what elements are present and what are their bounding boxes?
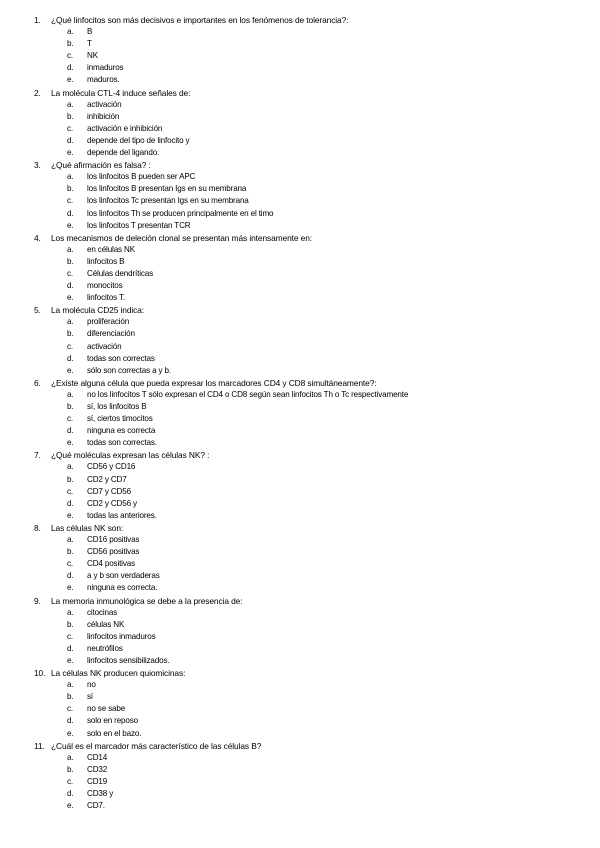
option-letter: d. — [67, 426, 74, 436]
option-text: proliferación — [87, 317, 130, 327]
question — [0, 449, 600, 461]
option-text: Células dendríticas — [87, 268, 153, 278]
option-letter: a. — [67, 27, 74, 37]
answer-option — [0, 26, 600, 38]
option-text: B — [87, 27, 93, 37]
question-number: 11. — [34, 740, 45, 751]
option-text: los linfocitos B presentan Igs en su membrana — [87, 184, 247, 194]
question-number: 10. — [34, 668, 46, 679]
option-text: CD4 positivas — [87, 559, 135, 569]
option-letter: c. — [67, 123, 73, 133]
option-letter: b. — [67, 547, 74, 557]
option-text: sí — [87, 692, 93, 702]
option-letter: b. — [67, 111, 74, 121]
answer-option — [0, 558, 600, 570]
option-letter: e. — [67, 583, 74, 593]
answer-option — [0, 244, 600, 256]
option-letter: a. — [67, 680, 74, 690]
answer-option — [0, 703, 600, 715]
question-text: ¿Cuál es el marcador más característico de las células B? — [51, 740, 262, 751]
question — [0, 304, 600, 316]
question-text: ¿Existe alguna célula que pueda expresar los marcadores CD4 y CD8 simultáneamente?: — [51, 377, 377, 388]
option-letter: d. — [67, 353, 74, 363]
answer-option — [0, 728, 600, 740]
question — [0, 14, 600, 26]
answer-option — [0, 99, 600, 111]
question-number: 1. — [34, 15, 41, 25]
question — [0, 595, 600, 607]
answer-option — [0, 195, 600, 207]
option-letter: e. — [67, 655, 74, 665]
option-text: CD2 y CD7 — [87, 474, 127, 484]
answer-option — [0, 135, 600, 147]
option-text: activación e inhibición — [87, 123, 163, 133]
question-text: ¿Qué afirmación es falsa? : — [51, 160, 151, 171]
option-letter: c. — [67, 196, 73, 206]
answer-option — [0, 691, 600, 703]
answer-option — [0, 353, 600, 365]
answer-option — [0, 111, 600, 123]
question — [0, 159, 600, 171]
answer-option — [0, 401, 600, 413]
question-number: 5. — [34, 305, 41, 316]
option-text: solo en reposo — [87, 716, 138, 726]
option-text: CD7. — [87, 801, 105, 811]
answer-option — [0, 474, 600, 486]
answer-option — [0, 534, 600, 546]
question-text: La células NK producen quiomicinas: — [51, 668, 186, 679]
option-text: linfocitos T. — [87, 293, 125, 303]
option-text: activación — [87, 341, 122, 351]
answer-option — [0, 655, 600, 667]
option-text: linfocitos B — [87, 256, 125, 266]
option-letter: c. — [67, 268, 73, 278]
question-number: 7. — [34, 450, 41, 461]
option-letter: a. — [67, 172, 74, 182]
option-text: CD14 — [87, 752, 108, 762]
option-text: citocinas — [87, 607, 118, 617]
answer-option — [0, 461, 600, 473]
question-text: La molécula CTL-4 induce señales de: — [51, 87, 191, 98]
question-number: 6. — [34, 377, 41, 388]
question — [0, 667, 600, 679]
option-text: ninguna es correcta. — [87, 583, 158, 593]
option-text: a y b son verdaderas — [87, 571, 160, 581]
answer-option — [0, 752, 600, 764]
question-number: 8. — [34, 522, 41, 533]
answer-option — [0, 292, 600, 304]
option-text: NK — [87, 51, 98, 61]
answer-option — [0, 280, 600, 292]
option-text: CD7 y CD56 — [87, 486, 131, 496]
option-text: inmaduros — [87, 63, 124, 73]
option-letter: c. — [67, 559, 73, 569]
question-text: Las células NK son: — [51, 522, 124, 533]
option-text: CD16 positivas — [87, 535, 140, 545]
option-letter: b. — [67, 474, 74, 484]
option-letter: a. — [67, 389, 74, 399]
option-letter: b. — [67, 329, 74, 339]
answer-option — [0, 546, 600, 558]
option-letter: a. — [67, 607, 74, 617]
answer-option — [0, 183, 600, 195]
option-letter: e. — [67, 801, 74, 811]
option-text: diferenciación — [87, 329, 135, 339]
option-letter: a. — [67, 244, 74, 254]
document-page — [0, 14, 600, 812]
option-text: activación — [87, 99, 122, 109]
answer-option — [0, 256, 600, 268]
option-letter: d. — [67, 135, 74, 145]
option-letter: e. — [67, 365, 74, 375]
answer-option — [0, 220, 600, 232]
option-letter: d. — [67, 498, 74, 508]
option-text: ninguna es correcta — [87, 426, 156, 436]
answer-option — [0, 389, 600, 401]
answer-option — [0, 631, 600, 643]
option-letter: c. — [67, 414, 73, 424]
option-text: CD2 y CD56 y — [87, 498, 137, 508]
option-text: neutrófilos — [87, 643, 123, 653]
option-letter: b. — [67, 619, 74, 629]
option-text: no — [87, 680, 96, 690]
question-text: ¿Qué linfocitos son más decisivos e importantes en los fenómenos de tolerancia?: — [51, 15, 349, 25]
answer-option — [0, 171, 600, 183]
option-letter: c. — [67, 341, 73, 351]
answer-option — [0, 74, 600, 86]
option-letter: e. — [67, 438, 74, 448]
option-letter: a. — [67, 462, 74, 472]
question-text: ¿Qué moléculas expresan las células NK? : — [51, 450, 210, 461]
option-letter: d. — [67, 643, 74, 653]
option-text: inhibición — [87, 111, 120, 121]
answer-option — [0, 437, 600, 449]
option-letter: b. — [67, 256, 74, 266]
option-text: los linfocitos B pueden ser APC — [87, 172, 196, 182]
option-letter: e. — [67, 220, 74, 230]
option-letter: d. — [67, 208, 74, 218]
question — [0, 377, 600, 389]
option-text: no se sabe — [87, 704, 126, 714]
option-text: depende del ligando. — [87, 148, 160, 158]
question — [0, 232, 600, 244]
option-text: todas son correctas. — [87, 438, 157, 448]
option-letter: c. — [67, 776, 73, 786]
option-text: linfocitos inmaduros — [87, 631, 156, 641]
option-text: depende del tipo de linfocito y — [87, 135, 190, 145]
option-text: en células NK — [87, 244, 135, 254]
option-letter: e. — [67, 510, 74, 520]
answer-option — [0, 38, 600, 50]
option-text: no los linfocitos T sólo expresan el CD4 o CD8 según sean linfocitos Th o Tc respectivamente — [87, 389, 409, 399]
option-text: CD19 — [87, 776, 108, 786]
option-letter: e. — [67, 293, 74, 303]
answer-option — [0, 425, 600, 437]
option-letter: b. — [67, 39, 74, 49]
option-letter: a. — [67, 752, 74, 762]
answer-option — [0, 679, 600, 691]
answer-option — [0, 764, 600, 776]
option-text: solo en el bazo. — [87, 728, 142, 738]
answer-option — [0, 486, 600, 498]
option-letter: b. — [67, 402, 74, 411]
option-text: sí, los linfocitos B — [87, 402, 147, 411]
option-letter: b. — [67, 692, 74, 702]
option-text: sí, ciertos timocitos — [87, 414, 153, 424]
answer-option — [0, 607, 600, 619]
answer-option — [0, 328, 600, 340]
answer-option — [0, 208, 600, 220]
question-text: La memoria inmunológica se debe a la presencia de: — [51, 595, 243, 606]
option-letter: d. — [67, 281, 74, 291]
answer-option — [0, 510, 600, 522]
answer-option — [0, 341, 600, 353]
answer-option — [0, 643, 600, 655]
option-letter: d. — [67, 63, 74, 73]
option-text: linfocitos sensibilizados. — [87, 655, 170, 665]
option-text: CD56 y CD16 — [87, 462, 136, 472]
answer-option — [0, 788, 600, 800]
answer-option — [0, 268, 600, 280]
option-letter: c. — [67, 631, 73, 641]
option-text: células NK — [87, 619, 125, 629]
option-letter: a. — [67, 99, 74, 109]
option-letter: e. — [67, 148, 74, 158]
option-letter: c. — [67, 486, 73, 496]
option-text: monocitos — [87, 281, 123, 291]
answer-option — [0, 147, 600, 159]
question-text: Los mecanismos de deleción clonal se presentan más intensamente en: — [51, 232, 312, 243]
option-letter: d. — [67, 789, 74, 798]
question-number: 4. — [34, 232, 41, 243]
answer-option — [0, 413, 600, 425]
question — [0, 522, 600, 534]
answer-option — [0, 316, 600, 328]
answer-option — [0, 498, 600, 510]
question-number: 2. — [34, 87, 41, 98]
option-text: CD32 — [87, 764, 108, 774]
option-text: T — [87, 39, 92, 49]
option-letter: b. — [67, 184, 74, 194]
question-number: 3. — [34, 160, 41, 171]
option-letter: d. — [67, 716, 74, 726]
answer-option — [0, 123, 600, 135]
question — [0, 740, 600, 752]
answer-option — [0, 50, 600, 62]
answer-option — [0, 570, 600, 582]
answer-option — [0, 776, 600, 788]
answer-option — [0, 800, 600, 812]
question-text: La molécula CD25 indica: — [51, 305, 145, 316]
option-letter: e. — [67, 75, 74, 85]
option-letter: a. — [67, 535, 74, 545]
option-text: CD56 positivas — [87, 547, 140, 557]
option-text: todas son correctas — [87, 353, 155, 363]
option-text: CD38 y — [87, 789, 114, 798]
option-letter: a. — [67, 317, 74, 327]
option-letter: e. — [67, 728, 74, 738]
option-text: los linfocitos Tc presentan Igs en su membrana — [87, 196, 249, 206]
answer-option — [0, 619, 600, 631]
answer-option — [0, 582, 600, 594]
answer-option — [0, 715, 600, 727]
option-text: maduros. — [87, 75, 120, 85]
option-letter: c. — [67, 51, 73, 61]
option-letter: c. — [67, 704, 73, 714]
option-letter: b. — [67, 764, 74, 774]
option-letter: d. — [67, 571, 74, 581]
option-text: sólo son correctas a y b. — [87, 365, 171, 375]
option-text: todas las anteriores. — [87, 510, 157, 520]
question-number: 9. — [34, 595, 41, 606]
answer-option — [0, 62, 600, 74]
answer-option — [0, 365, 600, 377]
option-text: los linfocitos Th se producen principalmente en el timo — [87, 208, 274, 218]
question — [0, 87, 600, 99]
option-text: los linfocitos T presentan TCR — [87, 220, 191, 230]
